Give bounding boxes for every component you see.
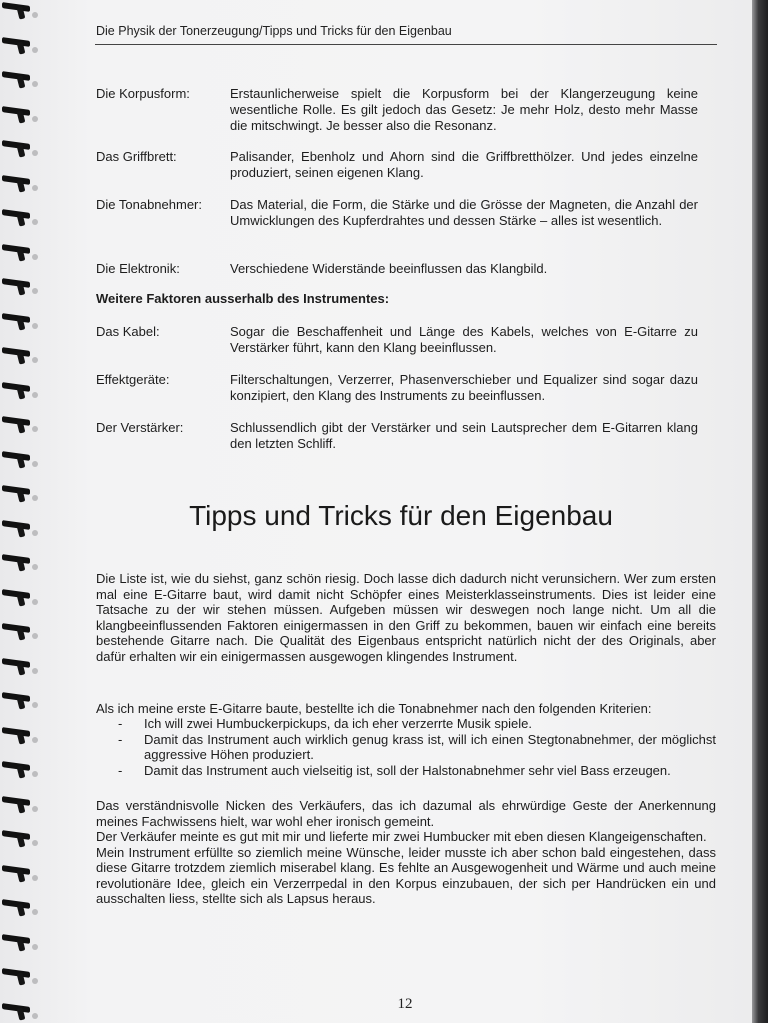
factors-heading: Weitere Faktoren ausserhalb des Instrumentes: [96,291,390,306]
list-item [118,716,716,732]
page-number: 12 [397,996,413,1012]
spiral-ring [2,970,32,984]
closing-paragraph: Der Verkäufer meinte es gut mit mir und lieferte mir zwei Humbucker mit eben diesen Klangeigenschaften. [96,829,707,844]
list-item-text: Damit das Instrument auch wirklich genug krass ist, will ich einen Stegtonabnehmer, der möglichst aggressive Höhen produziert. [144,731,716,762]
factor-term: Der Verstärker: [96,420,184,435]
spiral-ring [2,729,32,743]
spiral-ring [2,591,32,605]
spiral-ring [2,694,32,708]
spiral-ring [2,142,32,156]
list-item [118,763,716,779]
spiral-ring [2,832,32,846]
spiral-ring [2,453,32,467]
definition-term: Die Elektronik: [96,261,180,276]
spiral-ring [2,246,32,260]
spiral-ring [2,556,32,570]
spiral-ring [2,487,32,501]
spiral-ring [2,211,32,225]
criteria-list [118,716,716,778]
spiral-ring [2,177,32,191]
spiral-ring [2,660,32,674]
bullet-marker: - [118,731,123,747]
spiral-ring [2,349,32,363]
closing-paragraph: Das verständnisvolle Nicken des Verkäufers, das ich dazumal als ehrwürdige Geste der Anerkennung meines Fachwissens hielt, war wohl eher ironisch gemeint. [96,798,716,829]
spiral-ring [2,39,32,53]
spiral-ring [2,108,32,122]
spiral-ring [2,798,32,812]
factor-text: Schlussendlich gibt der Verstärker und sein Lautsprecher dem E-Gitarren klang den letzten Schliff. [230,420,698,451]
criteria-intro: Als ich meine erste E-Gitarre baute, bestellte ich die Tonabnehmer nach den folgenden Kriterien: [96,701,652,716]
list-item [118,732,716,763]
factor-text: Sogar die Beschaffenheit und Länge des Kabels, welches von E-Gitarre zu Verstärker führt, kann den Klang beeinflussen. [230,324,698,355]
list-item-text: Ich will zwei Humbuckerpickups, da ich eher verzerrte Musik spiele. [144,716,532,731]
spiral-ring [2,384,32,398]
closing-paragraph: Mein Instrument erfüllte so ziemlich meine Wünsche, leider musste ich aber schon bald eingestehen, dass diese Gitarre trotzdem ziemlich miserabel klang. Es fehlte an Ausgewogenheit und Wärme und auch meine revolutionäre Idee, gleich ein Verzerrpedal in den Korpus einzubauen, der sich per Handrücken ein und ausschalten liess, stellte sich als Lapsus heraus. [96,844,716,906]
bullet-marker: - [118,716,123,731]
definition-text: Palisander, Ebenholz und Ahorn sind die Griffbretthölzer. Und jedes einzelne produziert, seinen eigenen Klang. [230,149,698,180]
spiral-ring [2,936,32,950]
intro-paragraph: Die Liste ist, wie du siehst, ganz schön riesig. Doch lasse dich dadurch nicht verunsichern. Wer zum ersten mal eine E-Gitarre baut, wird damit nicht Schöpfer eines Meisterklasseinstruments. Dies ist leider eine Tatsache zu der wir stehen müssen. Aufgeben müssen wir deswegen noch lange nicht. Um all die klangbeeinflussenden Faktoren einigermassen in den Griff zu bekommen, bauen wir einfach eine bereits bestehende Gitarre nach. Die Qualität des Eigenbaus entspricht natürlich nicht der des Originals, aber dafür erhalten wir ein einigermassen ausgewogen klingendes Instrument. [96,571,716,664]
list-item-text: Damit das Instrument auch vielseitig ist, soll der Halstonabnehmer sehr viel Bass erzeugen. [144,762,671,778]
factor-text: Filterschaltungen, Verzerrer, Phasenverschieber und Equalizer sind sogar dazu konzipiert, den Klang des Instruments zu beeinflussen. [230,372,698,403]
spiral-ring [2,867,32,881]
definition-text: Verschiedene Widerstände beeinflussen das Klangbild. [230,261,548,276]
spiral-ring [2,280,32,294]
spiral-ring [2,901,32,915]
definition-term: Die Tonabnehmer: [96,197,202,212]
section-title: Tipps und Tricks für den Eigenbau [189,500,613,531]
definition-term: Das Griffbrett: [96,149,177,164]
definition-text: Das Material, die Form, die Stärke und die Grösse der Magneten, die Anzahl der Umwicklungen des Kupferdrahtes und dessen Stärke – alles ist wesentlich. [230,197,698,228]
bullet-marker: - [118,762,123,778]
definition-text: Erstaunlicherweise spielt die Korpusform bei der Klangerzeugung keine wesentliche Rolle. Es gilt jedoch das Gesetz: Je mehr Holz, desto mehr Masse die mitschwingt. Je besser also die Resonanz. [230,86,698,133]
factor-term: Effektgeräte: [96,372,170,387]
header-rule [95,44,717,45]
page-edge-shadow [752,0,768,1023]
spiral-ring [2,4,32,18]
spiral-ring [2,73,32,87]
factor-term: Das Kabel: [96,324,160,339]
definition-term: Die Korpusform: [96,86,190,101]
spiral-ring [2,625,32,639]
running-header: Die Physik der Tonerzeugung/Tipps und Tricks für den Eigenbau [96,24,452,38]
spiral-ring [2,315,32,329]
closing-text [96,798,716,907]
spiral-ring [2,418,32,432]
spiral-ring [2,763,32,777]
